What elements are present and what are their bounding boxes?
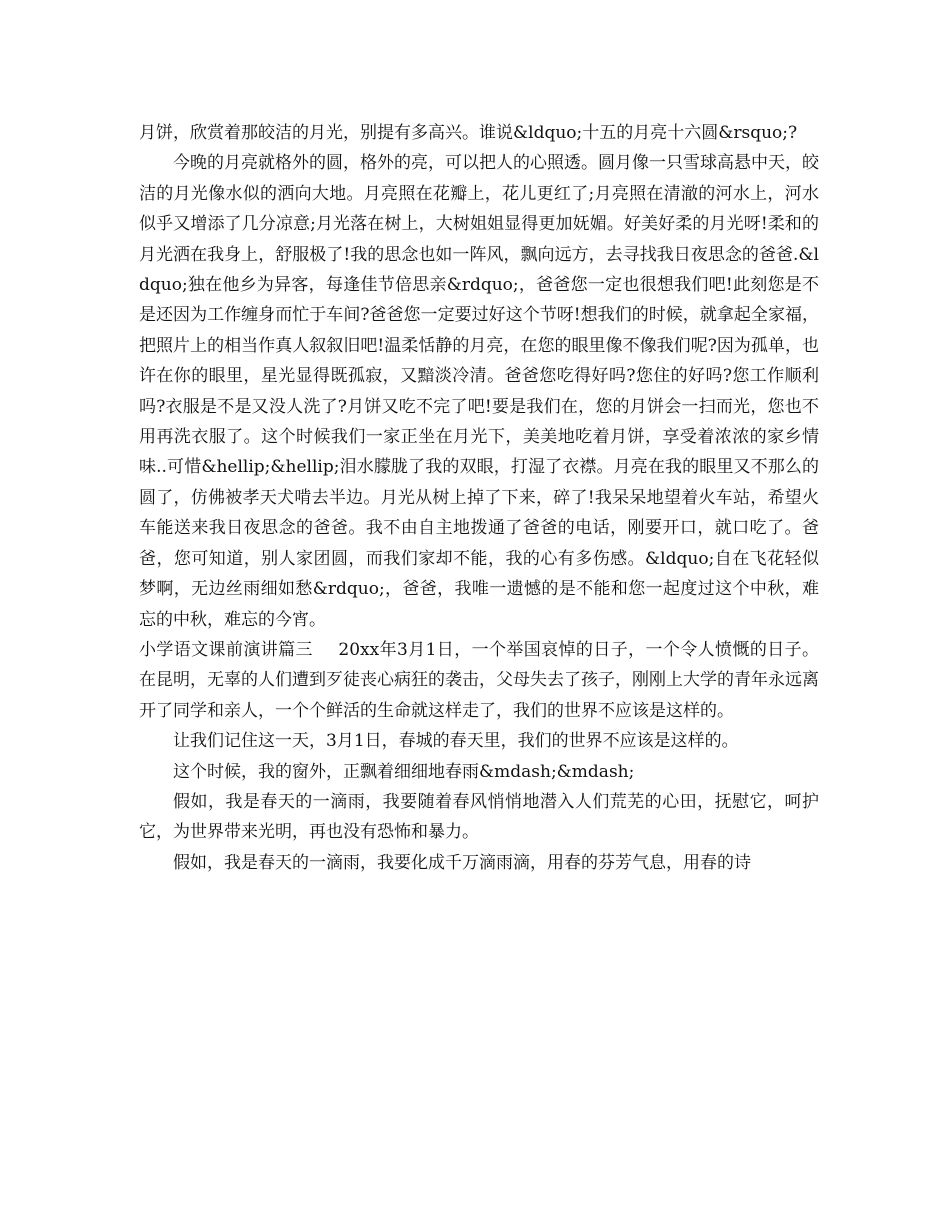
paragraph-2: 今晚的月亮就格外的圆，格外的亮，可以把人的心照透。圆月像一只雪球高悬中天，皎洁的月光像水似的洒向大地。月亮照在花瓣上，花儿更红了;月亮照在清澈的河水上，河水似乎又增添了几分凉意;月光落在树上，大树姐姐显得更加妩媚。好美好柔的月光呀!柔和的月光洒在我身上，舒服极了!我的思念也如一阵风，飘向远方，去寻找我日夜思念的爸爸.&ldquo;独在他乡为异客，每逢佳节倍思亲&rdquo;，爸爸您一定也很想我们吧!此刻您是不是还因为工作缠身而忙于车间?爸爸您一定要过好这个节呀!想我们的时候，就拿起全家福，把照片上的相当作真人叙叙旧吧!温柔恬静的月亮，在您的眼里像不像我们呢?因为孤单，也许在你的眼里，星光显得既孤寂，又黯淡冷清。爸爸您吃得好吗?您住的好吗?您工作顺利吗?衣服是不是又没人洗了?月饼又吃不完了吧!要是我们在，您的月饼会一扫而光，您也不用再洗衣服了。这个时候我们一家正坐在月光下，美美地吃着月饼，享受着浓浓的家乡情味..可惜&hellip;&hellip;泪水朦胧了我的双眼，打湿了衣襟。月亮在我的眼里又不那么的圆了，仿佛被孝天犬啃去半边。月光从树上掉了下来，碎了!我呆呆地望着火车站，希望火车能送来我日夜思念的爸爸。我不由自主地拨通了爸爸的电话，刚要开口，就口吃了。爸爸，您可知道，别人家团圆，而我们家却不能，我的心有多伤感。&ldquo;自在飞花轻似梦啊，无边丝雨细如愁&rdquo;，爸爸，我唯一遗憾的是不能和您一起度过这个中秋，难忘的中秋，难忘的今宵。 bbox=[139, 153, 819, 630]
document-page bbox=[139, 118, 819, 878]
paragraph-1: 月饼，欣赏着那皎洁的月光，别提有多高兴。谁说&ldquo;十五的月亮十六圆&rsquo;? bbox=[139, 123, 798, 143]
paragraph-6: 假如，我是春天的一滴雨，我要随着春风悄悄地潜入人们荒芜的心田，抚慰它，呵护它，为世界带来光明，再也没有恐怖和暴力。 bbox=[139, 791, 819, 843]
paragraph-7: 假如，我是春天的一滴雨，我要化成千万滴雨滴，用春的芬芳气息，用春的诗 bbox=[173, 852, 751, 873]
section-title: 小学语文课前演讲篇三 bbox=[139, 639, 313, 660]
paragraph-4: 让我们记住这一天，3月1日，春城的春天里，我们的世界不应该是这样的。 bbox=[173, 731, 739, 752]
paragraph-3-text: 20xx年3月1日，一个举国哀悼的日子，一个令人愤慨的日子。在昆明，无辜的人们遭到歹徒丧心病狂的袭击，父母失去了孩子，刚刚上大学的青年永远离开了同学和亲人，一个个鲜活的生命就这样走了，我们的世界不应该是这样的。 bbox=[139, 639, 819, 721]
paragraph-3 bbox=[139, 635, 819, 726]
paragraph-5: 这个时候，我的窗外，正飘着细细地春雨&mdash;&mdash; bbox=[173, 761, 635, 782]
